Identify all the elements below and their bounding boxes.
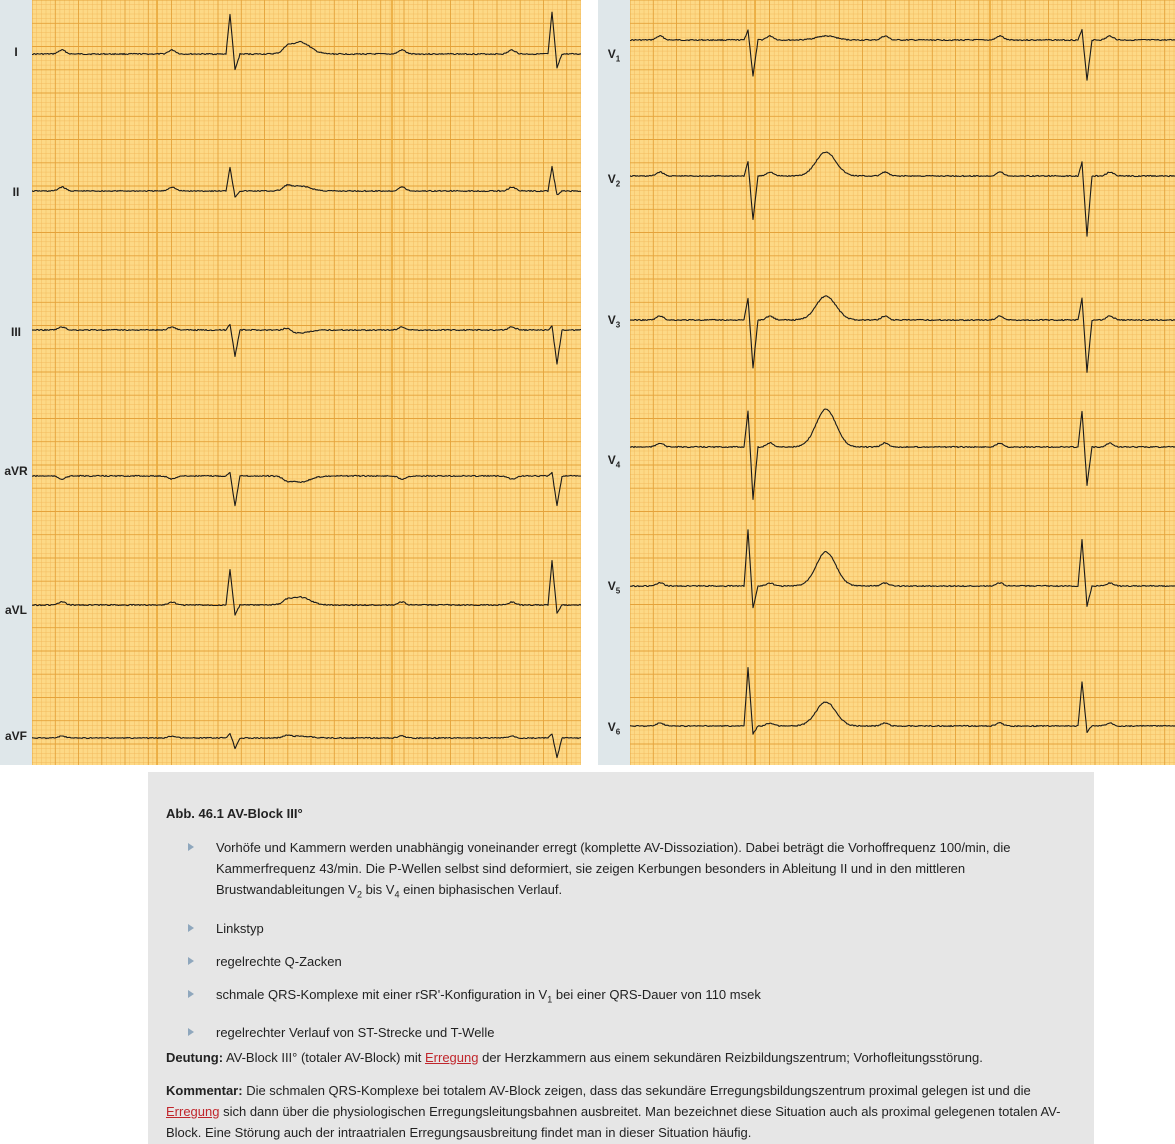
ecg-panel-limb-leads xyxy=(0,0,581,765)
figure-caption xyxy=(148,772,1094,1144)
ecg-paper-limb xyxy=(32,0,581,765)
finding-item: regelrechte Q-Zacken xyxy=(166,951,1076,972)
lead-label-aVL: aVL xyxy=(4,603,27,617)
kommentar-paragraph: Kommentar: Die schmalen QRS-Komplexe bei totalem AV-Block zeigen, dass das sekundäre Erregungsbildungszentrum proximal gelegen ist und die Erregung sich dann über die physiologischen Erregungsleitungsbahnen ausbreitet. Man bezeichnet diese Situation auch als proximal gelegenen totalen AV-Block. Eine Störung auch der intraatrialen Erregungsausbreitung findet man in dieser Situation häufig. xyxy=(166,1083,1061,1140)
ecg-trace-aVF xyxy=(32,734,581,758)
finding-item: Vorhöfe und Kammern werden unabhängig voneinander erregt (komplette AV-Dissoziation). Dabei beträgt die Vorhoffrequenz 100/min, die Kammerfrequenz 43/min. Die P-Wellen selbst sind deformiert, sie zeigen Kerbungen besonders in Ableitung II und in den mittleren Brustwandableitungen $V_2$ bis $V_4$ einen biphasischen Verlauf. xyxy=(166,837,1076,906)
bullet-arrow-icon xyxy=(188,1028,194,1036)
ecg-trace-V3 xyxy=(630,296,1175,373)
lead-label-II: II xyxy=(12,185,20,199)
finding-item: regelrechter Verlauf von ST-Strecke und T-Welle xyxy=(166,1022,1076,1043)
lead-label-V2: $V_2$ xyxy=(607,172,621,189)
finding-item: Linkstyp xyxy=(166,918,1076,939)
bullet-arrow-icon xyxy=(188,990,194,998)
ecg-trace-V2 xyxy=(630,152,1175,236)
ecg-trace-V1 xyxy=(630,30,1175,81)
erregung-link[interactable]: Erregung xyxy=(166,1104,220,1119)
ecg-trace-II xyxy=(32,166,581,197)
lead-label-V3: $V_3$ xyxy=(607,313,621,330)
ecg-panel-chest-leads xyxy=(598,0,1175,765)
finding-item: schmale QRS-Komplexe mit einer rSR'-Konfiguration in $V_1$ bei einer QRS-Dauer von 110 msek xyxy=(166,984,1076,1011)
ecg-trace-aVR xyxy=(32,472,581,505)
lead-label-V6: $V_6$ xyxy=(607,720,621,737)
bullet-arrow-icon xyxy=(188,843,194,851)
ecg-traces-limb xyxy=(32,0,581,765)
lead-label-V4: $V_4$ xyxy=(607,453,621,470)
deutung-paragraph: Deutung: AV-Block III° (totaler AV-Block) mit Erregung der Herzkammern aus einem sekundären Reizbildungszentrum; Vorhofleitungsstörung. xyxy=(166,1050,983,1065)
findings-list xyxy=(166,837,1076,1043)
ecg-trace-aVL xyxy=(32,561,581,616)
lead-label-aVF: aVF xyxy=(4,729,27,743)
ecg-trace-V4 xyxy=(630,409,1175,499)
erregung-link[interactable]: Erregung xyxy=(425,1050,479,1065)
ecg-traces-chest xyxy=(630,0,1175,765)
bullet-arrow-icon xyxy=(188,924,194,932)
lead-label-V5: $V_5$ xyxy=(607,579,621,596)
ecg-paper-chest xyxy=(630,0,1175,765)
lead-label-V1: $V_1$ xyxy=(607,47,621,64)
lead-label-I: I xyxy=(14,45,18,59)
bullet-arrow-icon xyxy=(188,957,194,965)
ecg-trace-I xyxy=(32,12,581,69)
lead-label-aVR: aVR xyxy=(4,464,28,478)
ecg-trace-V6 xyxy=(630,668,1175,735)
caption-title: Abb. 46.1 AV-Block III° xyxy=(166,806,303,821)
ecg-trace-III xyxy=(32,325,581,365)
lead-label-III: III xyxy=(10,325,21,339)
ecg-trace-V5 xyxy=(630,530,1175,608)
